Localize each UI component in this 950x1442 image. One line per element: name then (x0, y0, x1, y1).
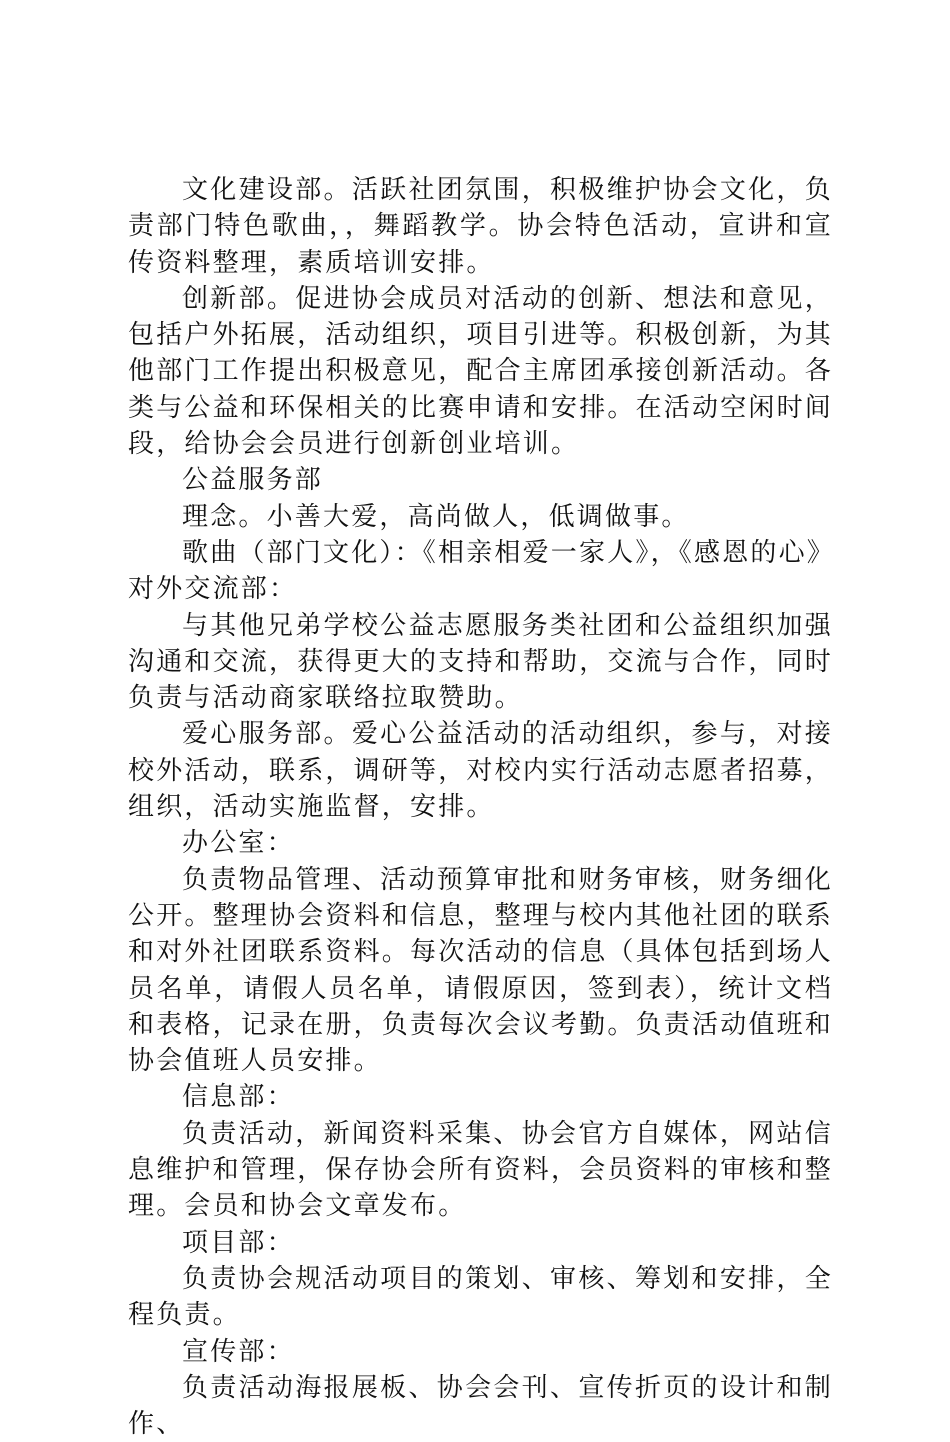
paragraph-songs: 歌曲（部门文化）：《相亲相爱一家人》，《感恩的心》 (182, 537, 836, 568)
paragraph-caring-service-dept: 爱心服务部。爱心公益活动的活动组织，参与，对接校外活动，联系，调研等，对校内实行活动志愿者招募，组织，活动实施监督，安排。 (128, 719, 834, 823)
paragraph-project: 负责协会规活动项目的策划、审核、筹划和安排，全程负责。 (128, 1263, 833, 1331)
paragraph-external-exchange: 与其他兄弟学校公益志愿服务类社团和公益组织加强沟通和交流，获得更大的支持和帮助，交流与合作，同时负责与活动商家联络拉取赞助。 (128, 610, 834, 714)
paragraph-innovation-dept: 创新部。促进协会成员对活动的创新、想法和意见，包括户外拓展，活动组织，项目引进等。积极创新，为其他部门工作提出积极意见，配合主席团承接创新活动。各类与公益和环保相关的比赛申请和安排。在活动空闲时间段，给协会会员进行创新创业培训。 (128, 283, 834, 460)
heading-project-dept: 项目部： (182, 1227, 295, 1258)
paragraph-culture-dept: 文化建设部。活跃社团氛围，积极维护协会文化，负责部门特色歌曲，，舞蹈教学。协会特色活动，宣讲和宣传资料整理，素质培训安排。 (128, 175, 833, 278)
paragraph-information: 负责活动，新闻资料采集、协会官方自媒体，网站信息维护和管理，保存协会所有资料，会员资料的审核和整理。会员和协会文章发布。 (128, 1118, 834, 1222)
document-body (128, 172, 836, 1442)
heading-publicity-dept: 宣传部： (182, 1336, 295, 1367)
heading-public-welfare-dept: 公益服务部 (182, 465, 324, 496)
heading-office: 办公室： (182, 828, 295, 859)
paragraph-publicity: 负责活动海报展板、协会会刊、宣传折页的设计和制作、 (128, 1372, 833, 1440)
heading-external-exchange-dept: 对外交流部： (128, 574, 298, 605)
paragraph-office: 负责物品管理、活动预算审批和财务审核，财务细化公开。整理协会资料和信息，整理与校内其他社团的联系和对外社团联系资料。每次活动的信息（具体包括到场人员名单，请假人员名单，请假原因，签到表），统计文档和表格，记录在册，负责每次会议考勤。负责活动值班和协会值班人员安排。 (128, 864, 834, 1077)
heading-information-dept: 信息部： (182, 1082, 295, 1113)
paragraph-philosophy: 理念。小善大爱，高尚做人，低调做事。 (182, 501, 690, 532)
